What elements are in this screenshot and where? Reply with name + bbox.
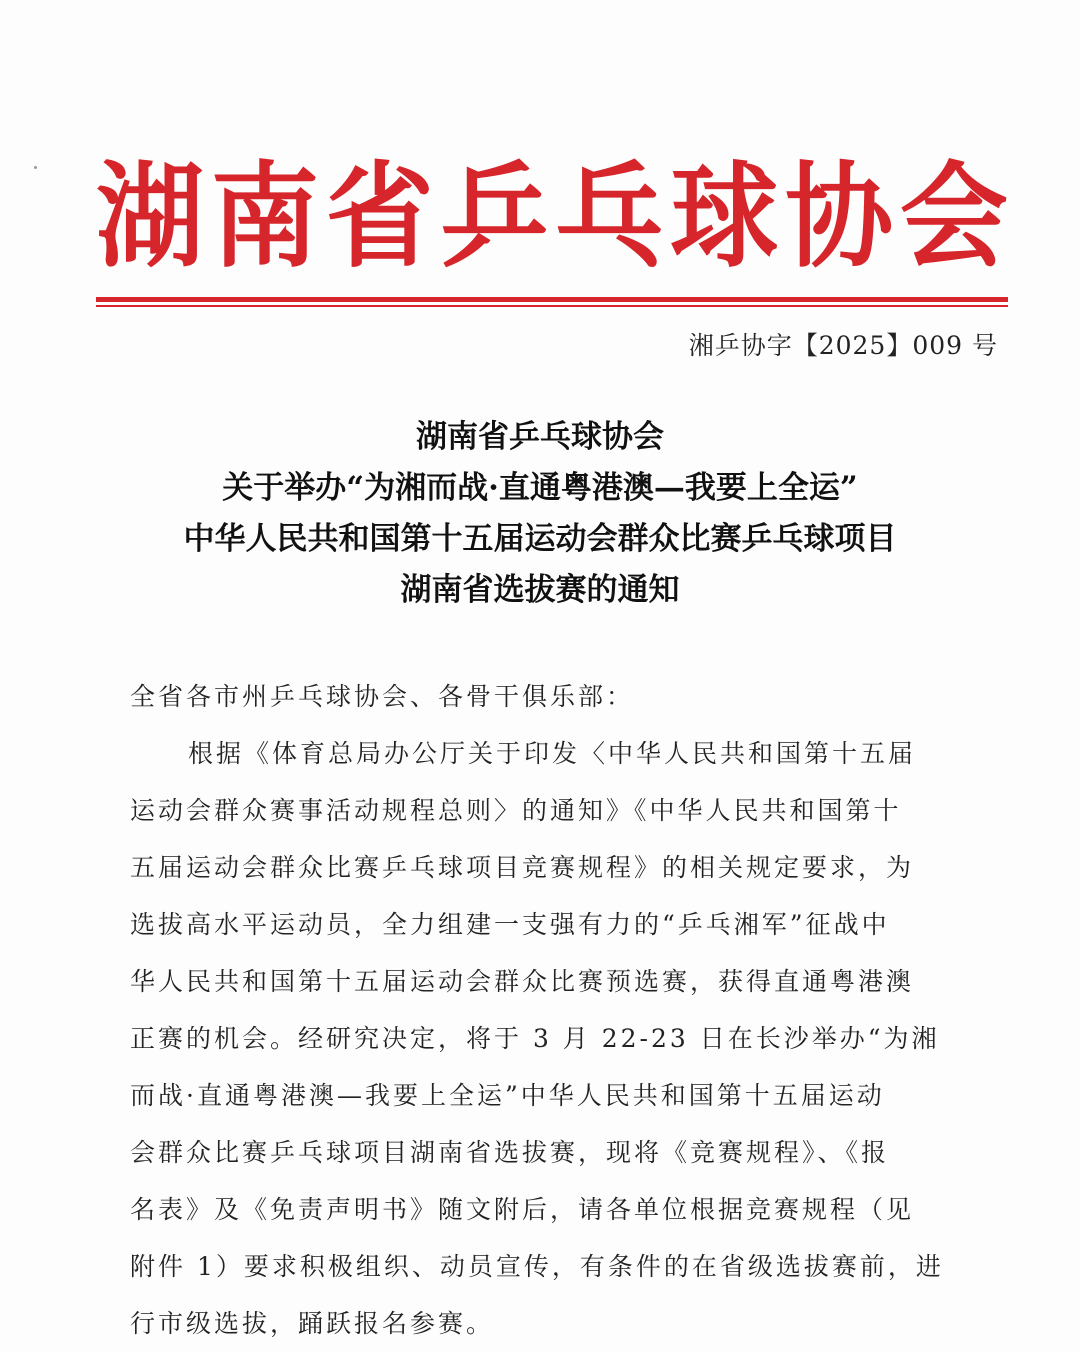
letterhead-char: 乒	[440, 151, 549, 284]
paragraph-line: 附件 1）要求积极组织、动员宣传，有条件的在省级选拔赛前，进	[130, 1252, 944, 1281]
paragraph-line: 选拔高水平运动员，全力组建一支强有力的“乒乓湘军”征战中	[130, 910, 890, 939]
letterhead-char: 省	[325, 151, 434, 284]
letterhead-char: 协	[785, 151, 894, 284]
paragraph-line: 运动会群众赛事活动规程总则〉的通知》《中华人民共和国第十	[130, 796, 902, 825]
salutation: 全省各市州乒乓球协会、各骨干俱乐部：	[130, 682, 635, 711]
letterhead-char: 会	[899, 151, 1008, 284]
paragraph-line: 行市级选拔，踊跃报名参赛。	[130, 1309, 495, 1338]
letterhead-title	[96, 148, 1008, 288]
notice-title-line: 湖南省乒乓球协会	[416, 419, 664, 455]
scan-speck	[34, 166, 37, 169]
document-number: 湘乒协字【2025】009 号	[688, 331, 998, 360]
notice-body	[130, 668, 952, 1352]
notice-title-line: 中华人民共和国第十五届运动会群众比赛乒乓球项目	[183, 521, 897, 557]
letterhead-rule	[96, 297, 1008, 302]
notice-title-line: 湖南省选拔赛的通知	[400, 572, 680, 608]
notice-title	[0, 412, 1080, 616]
paragraph-line: 而战·直通粤港澳—我要上全运”中华人民共和国第十五届运动	[130, 1081, 885, 1110]
letterhead-char: 南	[210, 151, 319, 284]
paragraph-line: 会群众比赛乒乓球项目湖南省选拔赛，现将《竞赛规程》、《报	[130, 1138, 890, 1167]
paragraph-line: 名表》及《免责声明书》随文附后，请各单位根据竞赛规程（见	[130, 1195, 915, 1224]
letterhead-char: 球	[670, 151, 779, 284]
notice-title-line: 关于举办“为湘而战·直通粤港澳—我要上全运”	[222, 470, 858, 506]
paragraph-line: 五届运动会群众比赛乒乓球项目竞赛规程》的相关规定要求，为	[130, 853, 915, 882]
paragraph-line: 根据《体育总局办公厅关于印发〈中华人民共和国第十五届	[188, 739, 917, 768]
paragraph-line: 正赛的机会。经研究决定，将于 3 月 22-23 日在长沙举办“为湘	[130, 1024, 940, 1053]
letterhead-char: 乓	[555, 151, 664, 284]
letterhead-rule-thin	[96, 305, 1008, 307]
paragraph-line: 华人民共和国第十五届运动会群众比赛预选赛，获得直通粤港澳	[130, 967, 915, 996]
letterhead-char: 湖	[96, 151, 205, 284]
